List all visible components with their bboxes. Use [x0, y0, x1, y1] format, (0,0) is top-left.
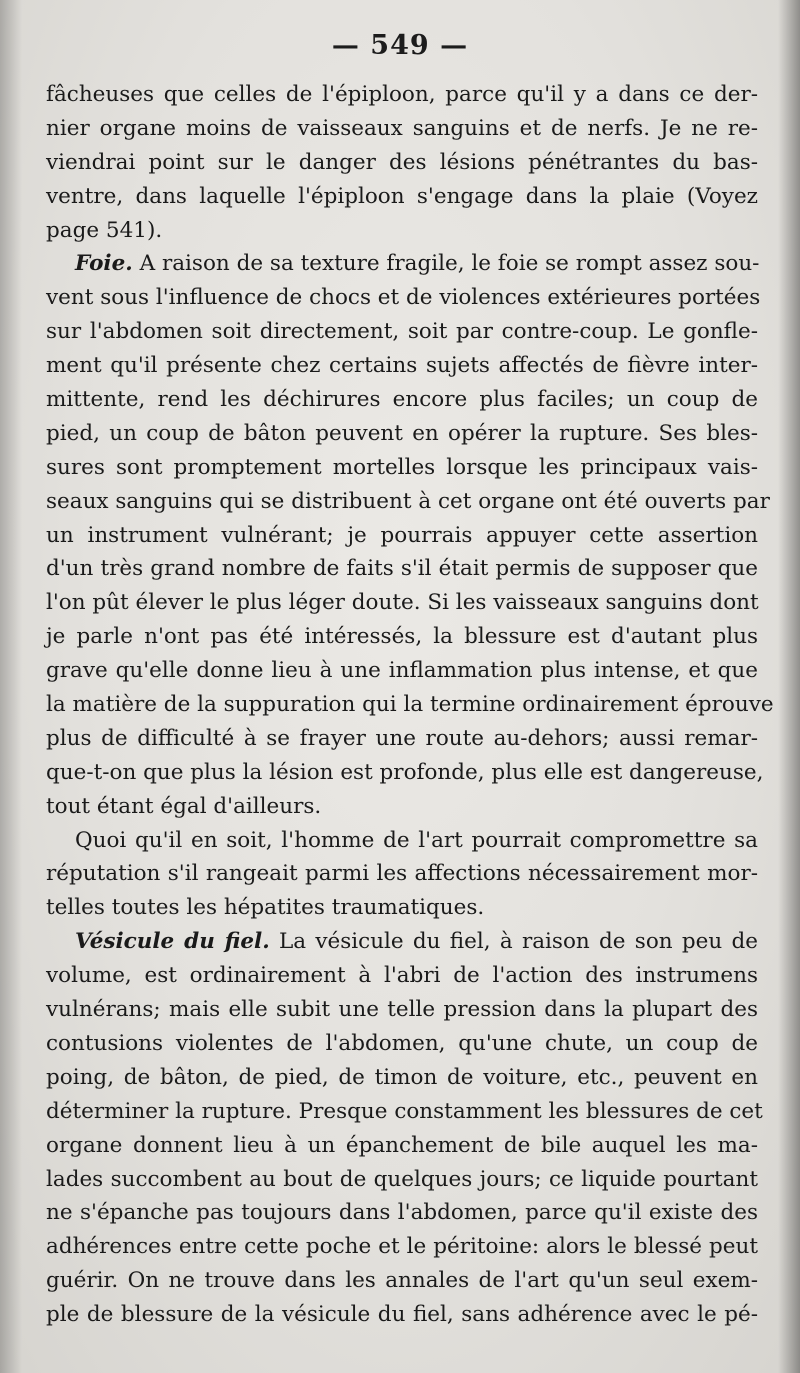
text-line — [46, 925, 758, 959]
text-line: mittente, rend les déchirures encore plus faciles; un coup de — [46, 387, 758, 413]
text-line: vulnérans; mais elle subit une telle pression dans la plupart des — [46, 997, 758, 1023]
text-line: la matière de la suppuration qui la termine ordinairement éprouve — [46, 692, 774, 718]
text-line: pied, un coup de bâton peuvent en opérer la rupture. Ses bles- — [46, 420, 758, 446]
text-line: sures sont promptement mortelles lorsque les principaux vais- — [46, 454, 758, 480]
text-line: sur l'abdomen soit directement, soit par contre-coup. Le gonfle- — [46, 319, 758, 345]
text-line: d'un très grand nombre de faits s'il était permis de supposer que — [46, 556, 758, 582]
text-run: La vésicule du fiel, à raison de son peu de — [269, 929, 758, 955]
right-page-shadow — [778, 0, 800, 1373]
text-line: page 541). — [46, 217, 163, 243]
text-line: adhérences entre cette poche et le péritoine: alors le blessé peut — [46, 1234, 758, 1260]
section-heading-foie: Foie. — [75, 251, 133, 277]
text-line: l'on pût élever le plus léger doute. Si les vaisseaux sanguins dont — [46, 590, 759, 616]
text-line: je parle n'ont pas été intéressés, la blessure est d'autant plus — [46, 624, 758, 650]
text-line: viendrai point sur le danger des lésions pénétrantes du bas- — [46, 149, 758, 175]
text-line: seaux sanguins qui se distribuent à cet organe ont été ouverts par — [46, 488, 770, 514]
text-line: guérir. On ne trouve dans les annales de l'art qu'un seul exem- — [46, 1268, 758, 1294]
text-line: contusions violentes de l'abdomen, qu'une chute, un coup de — [46, 1030, 758, 1056]
text-line: ventre, dans laquelle l'épiploon s'engage dans la plaie (Voyez — [46, 183, 758, 209]
left-page-shadow — [0, 0, 22, 1373]
text-line: réputation s'il rangeait parmi les affections nécessairement mor- — [46, 861, 758, 887]
text-line: ment qu'il présente chez certains sujets affectés de fièvre inter- — [46, 353, 758, 379]
text-run: A raison de sa texture fragile, le foie se rompt assez sou- — [132, 251, 760, 277]
text-line: vent sous l'influence de chocs et de violences extérieures portées — [46, 285, 761, 311]
text-line: ne s'épanche pas toujours dans l'abdomen, parce qu'il existe des — [46, 1200, 758, 1226]
text-line: déterminer la rupture. Presque constamment les blessures de cet — [46, 1098, 763, 1124]
text-line: poing, de bâton, de pied, de timon de voiture, etc., peuvent en — [46, 1064, 758, 1090]
body-text — [46, 78, 774, 1332]
text-line: lades succombent au bout de quelques jours; ce liquide pourtant — [46, 1166, 758, 1192]
text-line — [46, 247, 758, 281]
text-line: volume, est ordinairement à l'abri de l'action des instrumens — [46, 963, 758, 989]
text-line: plus de difficulté à se frayer une route au-dehors; aussi remar- — [46, 725, 758, 751]
text-line: nier organe moins de vaisseaux sanguins et de nerfs. Je ne re- — [46, 115, 758, 141]
text-line: organe donnent lieu à un épanchement de bile auquel les ma- — [46, 1132, 758, 1158]
text-line: ple de blessure de la vésicule du fiel, sans adhérence avec le pé- — [46, 1302, 758, 1328]
text-line: que-t-on que plus la lésion est profonde, plus elle est dangereuse, — [46, 759, 764, 785]
text-line: un instrument vulnérant; je pourrais appuyer cette assertion — [46, 522, 758, 548]
page-number: — 549 — — [331, 30, 469, 61]
text-line: telles toutes les hépatites traumatiques. — [46, 895, 485, 921]
text-line: grave qu'elle donne lieu à une inflammation plus intense, et que — [46, 658, 758, 684]
text-line: tout étant égal d'ailleurs. — [46, 793, 322, 819]
text-line: fâcheuses que celles de l'épiploon, parce qu'il y a dans ce der- — [46, 82, 758, 107]
section-heading-vesicule: Vésicule du fiel. — [75, 929, 270, 955]
text-line: Quoi qu'il en soit, l'homme de l'art pourrait compromettre sa — [75, 827, 758, 853]
